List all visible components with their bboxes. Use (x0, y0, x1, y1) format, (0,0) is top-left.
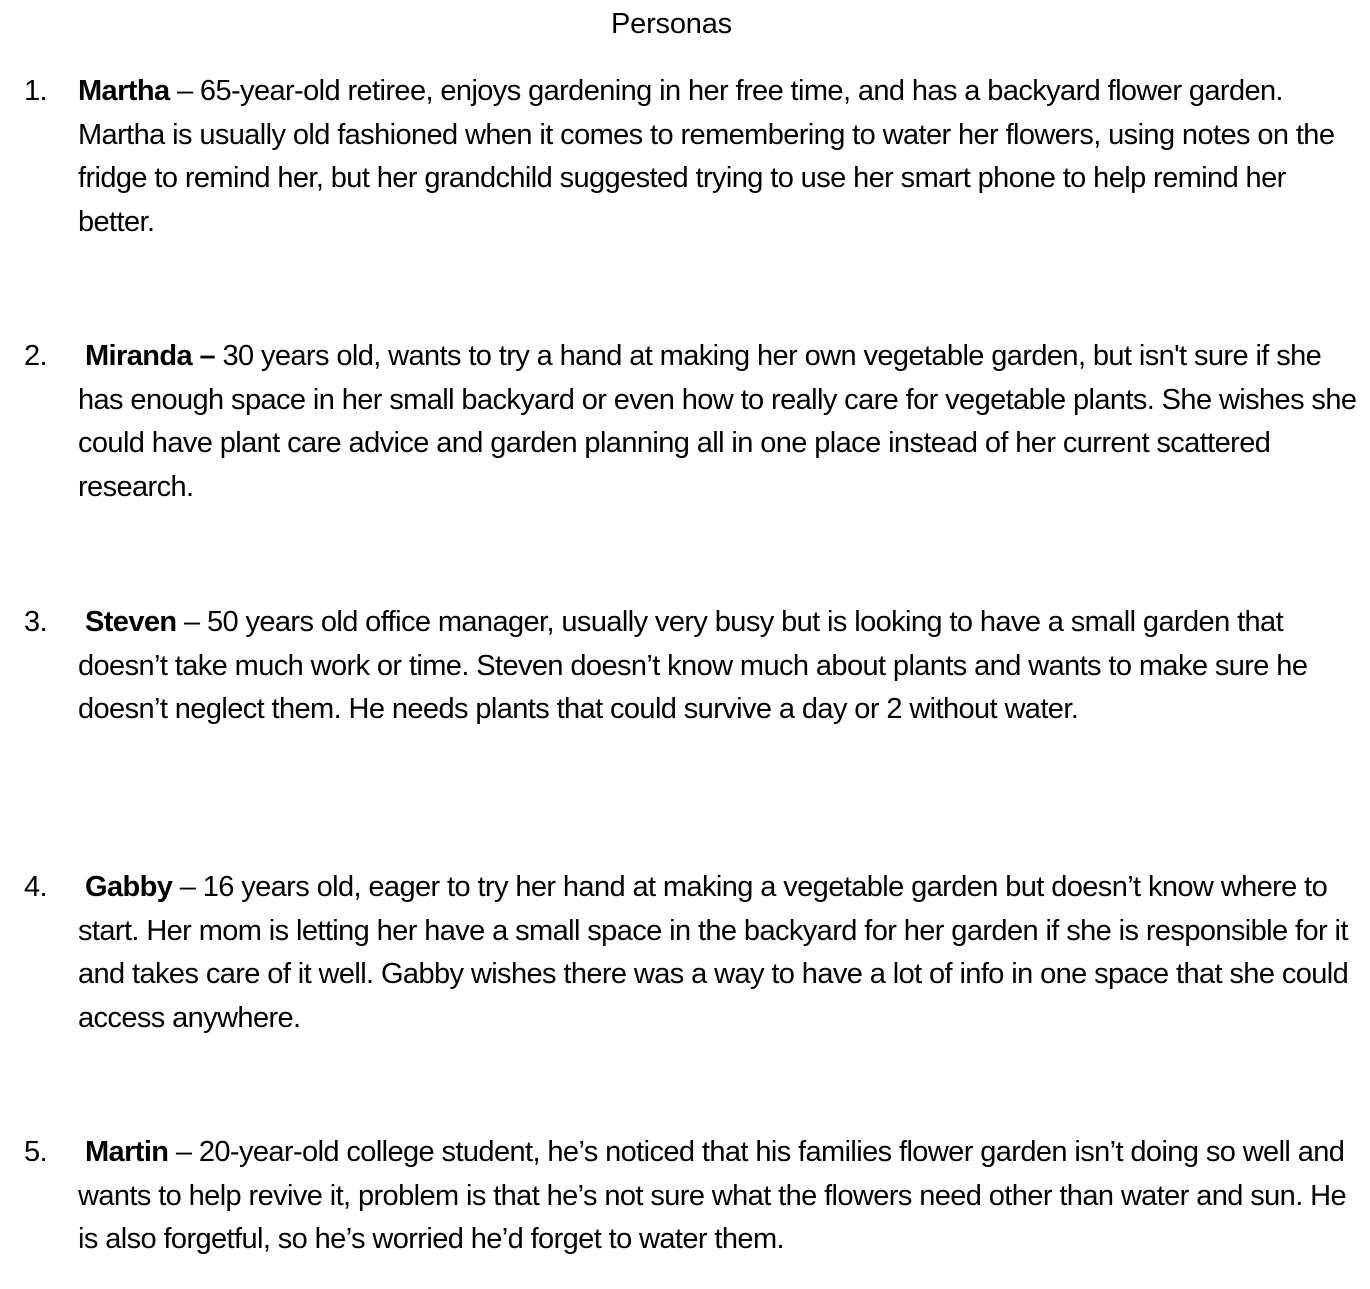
persona-description: 30 years old, wants to try a hand at making her own vegetable garden, but isn't sure if she has enough space in her small backyard or even how to really care for vegetable plants. She wishes she could have plant care advice and garden planning all in one place instead of her current scattered research. (78, 340, 1357, 503)
persona-number: 1. (24, 75, 47, 107)
persona-number: 3. (24, 606, 47, 638)
persona-description: – 50 years old office manager, usually very busy but is looking to have a small garden that doesn’t take much work or time. Steven doesn’t know much about plants and wants to make sure he doesn’t neglect them. He needs plants that could survive a day or 2 without water. (78, 606, 1308, 725)
persona-name: Miranda – (85, 340, 215, 372)
persona-number: 2. (24, 340, 47, 372)
persona-item-miranda (0, 335, 1370, 509)
persona-name: Steven (85, 606, 177, 638)
persona-item-martin (0, 1131, 1370, 1262)
persona-description: – 16 years old, eager to try her hand at making a vegetable garden but doesn’t know where to start. Her mom is letting her have a small space in the backyard for her garden if she is responsible for it and takes care of it well. Gabby wishes there was a way to have a lot of info in one space that she could access anywhere. (78, 871, 1349, 1034)
persona-text (78, 335, 1368, 509)
persona-description: – 20-year-old college student, he’s noticed that his families flower garden isn’t doing so well and wants to help revive it, problem is that he’s not sure what the flowers need other than water and sun. He is also forgetful, so he’s worried he’d forget to water them. (78, 1136, 1346, 1255)
persona-number: 5. (24, 1136, 47, 1168)
persona-name: Martha (78, 75, 170, 107)
persona-text (78, 601, 1368, 732)
page-title: Personas (611, 8, 732, 40)
persona-name: Martin (85, 1136, 169, 1168)
persona-item-gabby (0, 866, 1370, 1040)
persona-description: – 65-year-old retiree, enjoys gardening in her free time, and has a backyard flower garden. Martha is usually old fashioned when it comes to remembering to water her flowers, using notes on the fridge to remind her, but her grandchild suggested trying to use her smart phone to help remind her better. (78, 75, 1335, 238)
persona-item-martha (0, 70, 1370, 244)
persona-number: 4. (24, 871, 47, 903)
persona-text (78, 866, 1368, 1040)
persona-name: Gabby (85, 871, 173, 903)
persona-text (78, 1131, 1368, 1262)
persona-text (78, 70, 1368, 244)
persona-item-steven (0, 601, 1370, 732)
